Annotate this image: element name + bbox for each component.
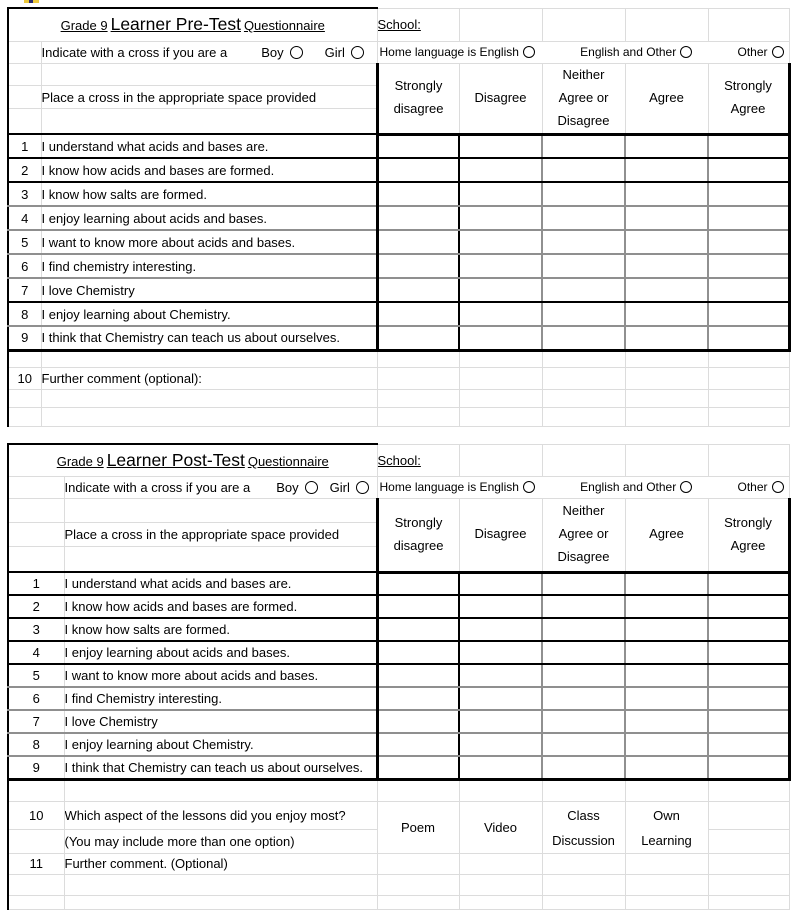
answer-cell[interactable]: [542, 254, 625, 278]
scale-header-neither: Neither Agree or Disagree: [542, 63, 625, 134]
answer-cell[interactable]: [625, 733, 708, 756]
grid-cell: [542, 350, 625, 367]
grid-cell: [625, 779, 708, 801]
answer-cell[interactable]: [708, 326, 789, 350]
answer-cell[interactable]: [459, 572, 542, 595]
grid-cell: [459, 407, 542, 426]
answer-cell[interactable]: [542, 641, 625, 664]
answer-cell[interactable]: [459, 206, 542, 230]
answer-cell[interactable]: [708, 278, 789, 302]
answer-cell[interactable]: [708, 687, 789, 710]
grid-cell: [8, 522, 64, 546]
statement-number: 3: [8, 182, 41, 206]
grid-cell: [8, 895, 64, 909]
question-number: 10: [8, 801, 64, 829]
grid-cell: [377, 779, 459, 801]
grid-cell: [41, 63, 377, 86]
statement-number: 9: [8, 756, 64, 779]
answer-cell[interactable]: [542, 206, 625, 230]
statement-number: 3: [8, 618, 64, 641]
statement-number: 1: [8, 134, 41, 158]
statement-text: I want to know more about acids and bases.: [64, 664, 377, 687]
statement-text: I find Chemistry interesting.: [64, 687, 377, 710]
answer-cell[interactable]: [377, 595, 459, 618]
grid-cell: [8, 350, 41, 367]
answer-cell[interactable]: [625, 278, 708, 302]
statement-number: 5: [8, 664, 64, 687]
statement-text: I love Chemistry: [64, 710, 377, 733]
answer-cell[interactable]: [542, 710, 625, 733]
answer-cell[interactable]: [708, 641, 789, 664]
answer-cell[interactable]: [708, 733, 789, 756]
grid-cell: [64, 779, 377, 801]
comment-cell[interactable]: [41, 389, 377, 407]
grid-cell: [8, 476, 64, 498]
grid-cell: [625, 407, 708, 426]
statement-text: I want to know more about acids and bases.: [41, 230, 377, 254]
girl-option[interactable]: Girl: [330, 480, 369, 495]
grid-cell: [377, 895, 459, 909]
answer-cell[interactable]: [625, 756, 708, 779]
question-number: 10: [8, 367, 41, 389]
statement-number: 4: [8, 641, 64, 664]
comment-cell[interactable]: [542, 367, 625, 389]
answer-cell[interactable]: [377, 756, 459, 779]
answer-cell[interactable]: [377, 158, 459, 182]
instruction-text: Place a cross in the appropriate space provided: [64, 522, 377, 546]
grid-cell: [708, 8, 789, 41]
comment-cell[interactable]: [708, 853, 789, 874]
statement-number: 4: [8, 206, 41, 230]
home-language-english-circle[interactable]: [523, 46, 535, 58]
answer-cell[interactable]: [542, 302, 625, 326]
comment-cell[interactable]: [64, 874, 377, 895]
grid-cell: [542, 444, 625, 476]
grid-cell: [8, 109, 41, 134]
answer-cell[interactable]: [377, 302, 459, 326]
answer-cell[interactable]: [459, 664, 542, 687]
girl-option[interactable]: Girl: [325, 45, 364, 60]
answer-cell[interactable]: [625, 595, 708, 618]
grid-cell: [708, 779, 789, 801]
answer-cell[interactable]: [542, 618, 625, 641]
statement-number: 2: [8, 158, 41, 182]
scale-header-strongly-disagree: Strongly disagree: [377, 63, 459, 134]
grid-cell: [8, 874, 64, 895]
grid-cell: [64, 546, 377, 572]
answer-cell[interactable]: [459, 641, 542, 664]
grid-cell: [8, 498, 64, 522]
statement-text: I enjoy learning about Chemistry.: [41, 302, 377, 326]
answer-cell[interactable]: [377, 733, 459, 756]
pre-title: Grade 9 Learner Pre-Test Questionnaire: [60, 14, 325, 35]
answer-cell[interactable]: [625, 206, 708, 230]
answer-cell[interactable]: [625, 664, 708, 687]
english-and-other-option[interactable]: English and Other: [580, 480, 692, 494]
answer-cell[interactable]: [708, 230, 789, 254]
grid-cell: [64, 498, 377, 522]
grid-cell: [459, 895, 542, 909]
answer-cell[interactable]: [459, 134, 542, 158]
grid-cell: [542, 874, 625, 895]
statement-number: 7: [8, 710, 64, 733]
answer-cell[interactable]: [625, 687, 708, 710]
statement-text: I love Chemistry: [41, 278, 377, 302]
answer-cell[interactable]: [542, 230, 625, 254]
statement-text: I know how salts are formed.: [41, 182, 377, 206]
answer-cell[interactable]: [377, 641, 459, 664]
grid-cell: [41, 109, 377, 134]
grid-cell: [8, 546, 64, 572]
answer-cell[interactable]: [708, 572, 789, 595]
grid-cell: [8, 407, 41, 426]
statement-text: I find chemistry interesting.: [41, 254, 377, 278]
answer-cell[interactable]: [459, 710, 542, 733]
option-video[interactable]: Video: [459, 801, 542, 853]
grid-cell: [377, 389, 459, 407]
statement-text: I know how acids and bases are formed.: [64, 595, 377, 618]
other-language-circle[interactable]: [772, 481, 784, 493]
instruction-text: Place a cross in the appropriate space provided: [41, 86, 377, 109]
pre-school-label-cell: [377, 8, 459, 41]
answer-cell[interactable]: [377, 572, 459, 595]
q11-label: Further comment. (Optional): [64, 853, 377, 874]
pre-gender-row: [41, 41, 377, 63]
boy-option[interactable]: Boy: [276, 480, 317, 495]
grid-cell: [542, 407, 625, 426]
answer-cell[interactable]: [708, 182, 789, 206]
answer-cell[interactable]: [542, 572, 625, 595]
answer-cell[interactable]: [459, 230, 542, 254]
answer-cell[interactable]: [542, 278, 625, 302]
other-language-option[interactable]: Other: [737, 45, 783, 59]
option-poem[interactable]: Poem: [377, 801, 459, 853]
statement-text: I enjoy learning about Chemistry.: [64, 733, 377, 756]
answer-cell[interactable]: [377, 618, 459, 641]
english-and-other-circle[interactable]: [680, 481, 692, 493]
home-language-english-option[interactable]: Home language is English: [380, 480, 535, 494]
grid-cell: [708, 895, 789, 909]
comment-cell[interactable]: [542, 853, 625, 874]
grid-cell: [625, 895, 708, 909]
home-language-english-circle[interactable]: [523, 481, 535, 493]
answer-cell[interactable]: [542, 595, 625, 618]
answer-cell[interactable]: [542, 326, 625, 350]
comment-cell[interactable]: [41, 407, 377, 426]
scale-header-disagree: Disagree: [459, 63, 542, 134]
pre-language-row: [377, 41, 789, 63]
q10-note: (You may include more than one option): [64, 829, 377, 853]
statement-number: 8: [8, 733, 64, 756]
answer-cell[interactable]: [459, 158, 542, 182]
grid-cell: [459, 874, 542, 895]
home-language-english-option[interactable]: Home language is English: [380, 45, 535, 59]
school-label: School:: [377, 17, 421, 32]
answer-cell[interactable]: [625, 641, 708, 664]
grid-cell: [41, 350, 377, 367]
answer-cell[interactable]: [377, 687, 459, 710]
answer-cell[interactable]: [542, 664, 625, 687]
comment-cell[interactable]: [459, 853, 542, 874]
grid-cell: [542, 8, 625, 41]
answer-cell[interactable]: [708, 618, 789, 641]
post-test-questionnaire: [7, 443, 791, 910]
answer-cell[interactable]: [625, 710, 708, 733]
statement-text: I understand what acids and bases are.: [41, 134, 377, 158]
other-language-option[interactable]: Other: [737, 480, 783, 494]
grid-cell: [8, 63, 41, 86]
answer-cell[interactable]: [625, 230, 708, 254]
statement-number: 6: [8, 687, 64, 710]
boy-radio-circle[interactable]: [305, 481, 318, 494]
grid-cell: [625, 874, 708, 895]
answer-cell[interactable]: [542, 182, 625, 206]
comment-cell[interactable]: [377, 853, 459, 874]
pre-test-questionnaire: [7, 7, 791, 427]
question-number: 11: [8, 853, 64, 874]
grid-cell: [459, 779, 542, 801]
answer-cell[interactable]: [377, 278, 459, 302]
answer-cell[interactable]: [625, 134, 708, 158]
statement-text: I know how salts are formed.: [64, 618, 377, 641]
grid-cell: [708, 389, 789, 407]
grid-cell: [708, 444, 789, 476]
answer-cell[interactable]: [625, 326, 708, 350]
grid-cell: [625, 444, 708, 476]
answer-cell[interactable]: [459, 595, 542, 618]
boy-option[interactable]: Boy: [261, 45, 302, 60]
post-gender-row: [64, 476, 377, 498]
school-input-cell[interactable]: [459, 444, 542, 476]
gender-prompt: Indicate with a cross if you are a: [64, 479, 251, 495]
grid-cell: [459, 350, 542, 367]
answer-cell[interactable]: [542, 134, 625, 158]
answer-cell[interactable]: [459, 254, 542, 278]
boy-radio-circle[interactable]: [290, 46, 303, 59]
pre-title-cell: [8, 8, 377, 41]
answer-cell[interactable]: [708, 595, 789, 618]
answer-cell[interactable]: [377, 230, 459, 254]
post-title: Grade 9 Learner Post-Test Questionnaire: [56, 449, 329, 470]
scale-header-agree: Agree: [625, 63, 708, 134]
statement-number: 1: [8, 572, 64, 595]
statement-number: 2: [8, 595, 64, 618]
school-label: School:: [377, 452, 421, 468]
answer-cell[interactable]: [377, 134, 459, 158]
post-school-label-cell: [377, 444, 459, 476]
comment-cell[interactable]: [64, 895, 377, 909]
girl-radio-circle[interactable]: [351, 46, 364, 59]
answer-cell[interactable]: [377, 710, 459, 733]
grid-cell: [708, 874, 789, 895]
q10-label: Which aspect of the lessons did you enjoy most?: [64, 801, 377, 829]
answer-cell[interactable]: [377, 326, 459, 350]
answer-cell[interactable]: [625, 182, 708, 206]
gender-prompt: Indicate with a cross if you are a: [41, 44, 228, 60]
answer-cell[interactable]: [459, 326, 542, 350]
option-own-learning[interactable]: Own Learning: [625, 801, 708, 853]
statement-text: I enjoy learning about acids and bases.: [41, 206, 377, 230]
school-input-cell[interactable]: [459, 8, 542, 41]
answer-cell[interactable]: [708, 302, 789, 326]
scale-header-strongly-agree: Strongly Agree: [708, 63, 789, 134]
answer-cell[interactable]: [625, 618, 708, 641]
grid-cell: [377, 350, 459, 367]
grid-cell: [542, 389, 625, 407]
answer-cell[interactable]: [542, 687, 625, 710]
english-and-other-option[interactable]: English and Other: [580, 45, 692, 59]
answer-cell[interactable]: [377, 254, 459, 278]
grid-cell: [625, 350, 708, 367]
grid-cell: [8, 41, 41, 63]
statement-number: 9: [8, 326, 41, 350]
answer-cell[interactable]: [708, 158, 789, 182]
grid-cell: [459, 389, 542, 407]
further-comment-label: Further comment (optional):: [41, 367, 377, 389]
answer-cell[interactable]: [459, 302, 542, 326]
statement-number: 7: [8, 278, 41, 302]
grid-cell: [377, 407, 459, 426]
grid-cell: [8, 389, 41, 407]
scale-header-disagree: Disagree: [459, 498, 542, 572]
grid-cell: [542, 779, 625, 801]
comment-cell[interactable]: [377, 367, 459, 389]
answer-cell[interactable]: [708, 664, 789, 687]
statement-text: I think that Chemistry can teach us about ourselves.: [41, 326, 377, 350]
answer-cell[interactable]: [459, 733, 542, 756]
answer-cell[interactable]: [459, 687, 542, 710]
answer-cell[interactable]: [542, 158, 625, 182]
answer-cell[interactable]: [708, 710, 789, 733]
statement-number: 5: [8, 230, 41, 254]
answer-cell[interactable]: [708, 756, 789, 779]
answer-cell[interactable]: [625, 302, 708, 326]
scale-header-agree: Agree: [625, 498, 708, 572]
scale-header-neither: Neither Agree or Disagree: [542, 498, 625, 572]
answer-cell[interactable]: [708, 206, 789, 230]
answer-cell[interactable]: [459, 756, 542, 779]
cropped-highlight-fragment: [24, 0, 39, 3]
grid-cell: [625, 8, 708, 41]
grid-cell: [542, 895, 625, 909]
statement-number: 6: [8, 254, 41, 278]
scale-header-strongly-agree: Strongly Agree: [708, 498, 789, 572]
comment-cell[interactable]: [708, 367, 789, 389]
post-language-row: [377, 476, 789, 498]
post-title-cell: [8, 444, 377, 476]
answer-cell[interactable]: [625, 572, 708, 595]
grid-cell: [625, 389, 708, 407]
comment-cell[interactable]: [625, 853, 708, 874]
answer-cell[interactable]: [708, 254, 789, 278]
comment-cell[interactable]: [625, 367, 708, 389]
english-and-other-circle[interactable]: [680, 46, 692, 58]
grid-cell: [708, 350, 789, 367]
grid-cell: [708, 829, 789, 853]
grid-cell: [8, 86, 41, 109]
statement-text: I know how acids and bases are formed.: [41, 158, 377, 182]
answer-cell[interactable]: [625, 254, 708, 278]
statement-number: 8: [8, 302, 41, 326]
grid-cell: [377, 874, 459, 895]
girl-radio-circle[interactable]: [356, 481, 369, 494]
answer-cell[interactable]: [377, 182, 459, 206]
option-class-discussion[interactable]: Class Discussion: [542, 801, 625, 853]
answer-cell[interactable]: [625, 158, 708, 182]
answer-cell[interactable]: [459, 182, 542, 206]
answer-cell[interactable]: [542, 756, 625, 779]
comment-cell[interactable]: [459, 367, 542, 389]
answer-cell[interactable]: [377, 664, 459, 687]
statement-text: I think that Chemistry can teach us about ourselves.: [64, 756, 377, 779]
answer-cell[interactable]: [377, 206, 459, 230]
scale-header-strongly-disagree: Strongly disagree: [377, 498, 459, 572]
grid-cell: [8, 829, 64, 853]
other-language-circle[interactable]: [772, 46, 784, 58]
answer-cell[interactable]: [459, 618, 542, 641]
answer-cell[interactable]: [459, 278, 542, 302]
answer-cell[interactable]: [542, 733, 625, 756]
grid-cell: [708, 801, 789, 829]
answer-cell[interactable]: [708, 134, 789, 158]
statement-text: I understand what acids and bases are.: [64, 572, 377, 595]
grid-cell: [708, 407, 789, 426]
grid-cell: [8, 779, 64, 801]
statement-text: I enjoy learning about acids and bases.: [64, 641, 377, 664]
